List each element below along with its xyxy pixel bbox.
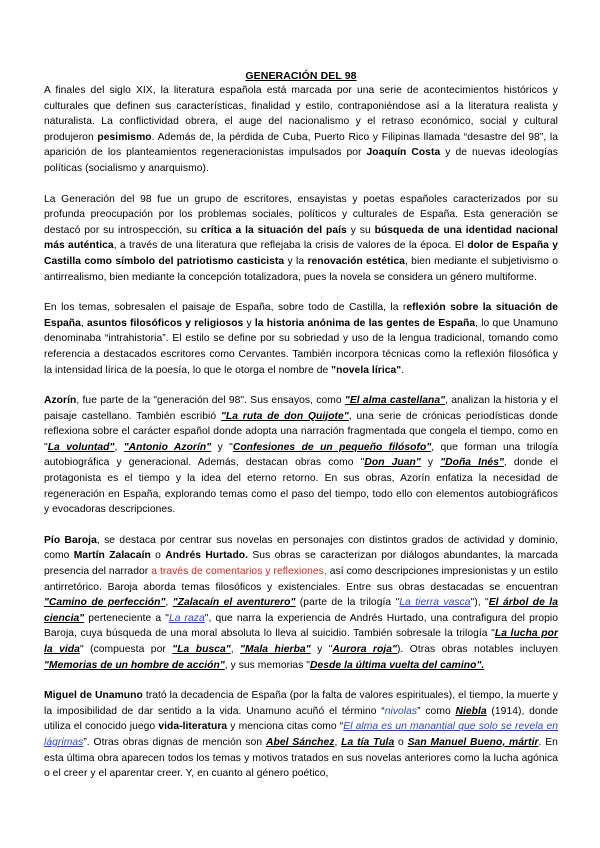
quote: El alma es un manantial que solo se revela en lágrimas — [44, 721, 558, 748]
trilogy-title: La tierra vasca — [399, 597, 471, 609]
work-title: La tía Tula — [341, 736, 395, 748]
paragraph-themes: En los temas, sobresalen el paisaje de España, sobre todo de Castilla, la reflexión sobre la situación de España, asuntos filosóficos y religiosos y la historia anónima de las gentes de España, lo que Unamuno denominaba “intrahistoria”. El estilo se define por su sobriedad y uso de la lengua tradicional, tomando como referencia a destacados escritores como Cervantes. También incorpora técnicas como la reflexión filosófica y la intensidad lírica de la poesía, lo que le otorga el nombre de "novela lírica". — [44, 302, 558, 376]
trilogy-title: La raza — [168, 612, 205, 624]
term-nivolas: nivolas — [384, 705, 418, 717]
keyword-pesimismo: pesimismo — [97, 131, 152, 143]
work-title: El árbol de la ciencia" — [44, 597, 558, 624]
author-azorin: Azorín — [44, 395, 77, 407]
work-title: "Zalacaín el aventurero" — [172, 597, 296, 609]
work-title: La lucha por la vida — [44, 628, 559, 655]
work-title: "Memorias de un hombre de acción" — [44, 659, 225, 671]
work-title: "El alma castellana" — [344, 395, 446, 407]
highlighted-text: a través de comentarios y reflexiones, — [151, 566, 327, 578]
paragraph-context: A finales del siglo XIX, la literatura española está marcada por una serie de acontecimientos históricos y culturales que definen sus características, finalidad y estilo, contraponiéndose así a la literatura realista y naturalista. La conflictividad obrera, el auge del nacionalismo y el retraso económico, social y cultural produjeron pesimismo. Además de, la pérdida de Cuba, Puerto Rico y Filipinas llamada “desastre del 98”, la aparición de los planteamientos regeneracionistas impulsados por Joaquín Costa y de nuevas ideologías políticas (socialismo y anarquismo). — [44, 85, 558, 174]
work-title: "Mala hierba" — [240, 644, 311, 655]
work-title: "La busca" — [172, 644, 231, 655]
work-title: Don Juan" — [364, 457, 421, 469]
author-unamuno: Miguel de Unamuno — [44, 690, 143, 702]
paragraph-azorin: Azorín, fue parte de la "generación del 98". Sus ensayos, como "El alma castellana", analizan la historia y el paisaje castellano. También escribió "La ruta de don Quijote", una serie de crónicas periodísticas donde reflexiona sobre el carácter español donde adopta una narración fragmentada que congela el tiempo, como en "La voluntad", "Antonio Azorín" y "Confesiones de un pequeño filósofo", que forman una trilogía autobiográfica y generacional. Además, destacan obras como "Don Juan" y "Doña Inés", donde el protagonista es el tiempo y la idea del eterno retorno. En sus obras, Azorín enfatiza la necesidad de regeneración en España, explorando temas como el paso del tiempo, todo ello con elementos autobiográficos y evocadoras descripciones. — [44, 395, 558, 516]
author-baroja: Pío Baroja — [44, 534, 97, 546]
work-title: La voluntad" — [47, 441, 115, 453]
work-title: Aurora roja" — [332, 644, 397, 655]
work-title: "Antonio Azorín" — [123, 441, 212, 453]
work-title: Confesiones de un pequeño filósofo" — [232, 441, 432, 453]
work-title: San Manuel Bueno, mártir — [407, 736, 539, 748]
work-title: "Camino de perfección" — [44, 597, 166, 609]
work-title: Abel Sánchez — [266, 736, 335, 748]
work-title: "Doña Inés" — [440, 457, 504, 469]
work-title: Niebla — [455, 705, 487, 717]
paragraph-baroja: Pío Baroja, se destaca por centrar sus novelas en personajes con distintos grados de actividad y dominio, como Martín Zalacaín o Andrés Hurtado. Sus obras se caracterizan por diálogos abundantes, la marcada presencia del narrador a través de comentarios y reflexiones, así como descripciones impresionistas y un estilo antirretórico. Baroja aborda temas filosóficos y existenciales. Entre sus obras destacadas se encuentran "Camino de perfección", "Zalacaín el aventurero" (parte de la trilogía "La tierra vasca"), "El árbol de la ciencia" perteneciente a "La raza", que narra la experiencia de Andrés Hurtado, una contrafigura del propio Baroja, cuya búsqueda de una moral absoluta lo lleva al suicidio. También sobresale la trilogía "La lucha por la vida" (compuesta por "La busca", "Mala hierba" y "Aurora roja"). Otras obras notables incluyen "Memorias de un hombre de acción", y sus memorias "Desde la última vuelta del camino". — [44, 534, 559, 671]
keyword-joaquin-costa: Joaquín Costa — [366, 147, 441, 159]
paragraph-definition: La Generación del 98 fue un grupo de escritores, ensayistas y poetas españoles caracterizados por su profunda preocupación por los problemas sociales, políticos y culturales de España. Esta generación se destacó por su introspección, su crítica a la situación del país y su búsqueda de una identidad nacional más auténtica, a través de una literatura que reflejaba la crisis de valores de la época. El dolor de España y Castilla como símbolo del patriotismo casticista y la renovación estética, bien mediante el subjetivismo o antirrealismo, bien mediante la concepción totalizadora, pues la novela se considera un género multiforme. — [44, 193, 559, 283]
document-title: GENERACIÓN DEL 98 — [245, 70, 357, 82]
work-title: "La ruta de don Quijote" — [220, 410, 349, 422]
work-title: Desde la última vuelta del camino". — [310, 659, 485, 671]
paragraph-unamuno: Miguel de Unamuno trató la decadencia de España (por la falta de valores espirituales), el tiempo, la muerte y la imposibilidad de dar sentido a la vida. Unamuno acuñó el término “nivolas” como Niebla (1914), donde utiliza el conocido juego vida-literatura y menciona citas como “El alma es un manantial que solo se revela en lágrimas”. Otras obras dignas de mención son Abel Sánchez, La tía Tula o San Manuel Bueno, mártir. En esta última obra aparecen todos los temas y motivos tratados en sus novelas anteriores como la lucha agónica o el creer y el aparentar creer. Y, en cuanto al género poético, — [44, 690, 559, 780]
